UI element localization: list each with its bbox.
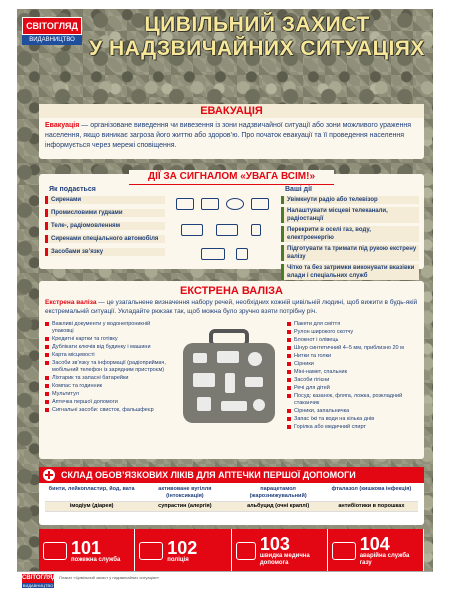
publisher-logo <box>22 17 82 45</box>
radio-icon <box>251 198 269 210</box>
signal-actions-list <box>281 196 419 283</box>
meds-cell: антибіотики в порошках <box>325 502 418 512</box>
footer-publisher: СВІТОГЛЯД <box>22 575 57 581</box>
list-item: Горілка або медичний спирт <box>287 424 419 431</box>
list-item: Перекрити в оселі газ, воду, електроенергію <box>281 226 419 242</box>
emergency-103 <box>232 529 328 573</box>
list-item: Мультитул <box>45 391 173 398</box>
emergency-number: 103 <box>259 534 290 554</box>
list-item: Посуд: казанок, фляга, ложка, розкладний стаканчик <box>287 393 419 407</box>
factory-horn-icon <box>226 198 244 210</box>
gas-service-icon <box>332 542 356 560</box>
suitcase-intro <box>39 299 424 316</box>
emergency-number: 102 <box>167 537 198 558</box>
evacuation-heading: ЕВАКУАЦІЯ <box>39 104 424 118</box>
poster <box>17 9 433 589</box>
suitcase-intro-body: — це узагальнене визначення набору речей, необхідних кожній цивільній людині, щоб вижити в будь-якій екстремальній ситуації. Укладайте рюкзак так, щоб можна було зручно взяти потрібну річ. <box>45 299 418 315</box>
suitcase-heading: ЕКСТРЕНА ВАЛІЗА <box>180 285 283 297</box>
meds-cell: імодіум (діарея) <box>45 502 138 512</box>
list-item: Теле-, радіомовленням <box>45 222 165 230</box>
list-item: Речі для дітей <box>287 385 419 392</box>
suitcase-term: Екстрена валіза <box>45 299 97 306</box>
emergency-label: швидка медична допомога <box>259 553 310 566</box>
list-item: Увімкнути радіо або телевізор <box>281 196 419 204</box>
emergency-number: 104 <box>359 534 390 554</box>
signal-panel <box>39 171 424 279</box>
list-item: Блокнот і олівець <box>287 337 419 344</box>
meds-cell: фталазол (кишкова інфекція) <box>325 485 418 502</box>
list-item: Засобами зв’язку <box>45 248 165 256</box>
first-aid-icon <box>43 469 55 481</box>
suitcase-icon <box>179 327 279 427</box>
ambulance-icon <box>236 542 256 560</box>
emergency-label: поліція <box>167 556 189 563</box>
car-icon <box>201 248 225 260</box>
list-item: Карта місцевості <box>45 352 173 359</box>
evacuation-term: Евакуація <box>45 122 80 129</box>
signal-heading: ДІЇ ЗА СИГНАЛОМ «УВАГА ВСІМ!» <box>129 170 334 185</box>
page-title <box>87 13 427 61</box>
evacuation-panel <box>39 104 424 159</box>
list-item: Підготувати та тримати під рукою екстрену валізу <box>281 245 419 261</box>
signal-given-list <box>45 196 165 261</box>
list-item: Засоби гігієни <box>287 377 419 384</box>
emergency-102 <box>135 529 231 573</box>
list-item: Аптечка першої допомоги <box>45 399 173 406</box>
publisher-name: СВІТОГЛЯД <box>22 17 82 35</box>
title-line-2: У НАДЗВИЧАЙНИХ СИТУАЦІЯХ <box>89 37 425 60</box>
publisher-sub: ВИДАВНИЦТВО <box>22 35 82 45</box>
emergency-numbers <box>39 529 424 573</box>
evacuation-body: — організоване виведення чи вивезення із зони надзвичайної ситуації або зони можливого ураження населення, якщо виникає загроза його життю або здоров’ю. Про початок евакуації та її проведення населення інформується через мережі сповіщення. <box>45 122 411 149</box>
emergency-label: пожежна служба <box>71 556 121 563</box>
footer <box>17 571 433 589</box>
list-item: Промисловими гудками <box>45 209 165 217</box>
special-vehicle-icon <box>216 224 238 236</box>
meds-cell: парацетамол (жарознижувальний) <box>232 485 325 502</box>
gas-tap-icon <box>236 248 248 260</box>
footer-publisher-sub: ВИДАВНИЦТВО <box>22 583 54 588</box>
loudspeaker-icon <box>201 198 219 210</box>
list-item: Шнур синтетичний 4–5 мм, приблизно 20 м <box>287 345 419 352</box>
evacuation-text <box>45 121 418 151</box>
list-item: Засоби зв’язку та інформації (радіоприймач, мобільний телефон із зарядним пристроєм) <box>45 360 173 374</box>
emergency-104 <box>328 529 424 573</box>
list-item: Важливі документи у водонепроникній упаковці <box>45 321 173 335</box>
tv-icon <box>181 224 203 236</box>
suitcase-right-list <box>287 321 419 432</box>
list-item: Сірники, запальничка <box>287 408 419 415</box>
meds-cell: активоване вугілля (інтоксикація) <box>138 485 231 502</box>
signal-actions-heading: Ваші дії <box>285 186 313 193</box>
signal-icons <box>171 196 275 266</box>
phone-icon <box>251 224 261 236</box>
footer-text: Плакат «Цивільний захист у надзвичайних ситуаціях» <box>59 575 160 580</box>
emergency-number: 101 <box>71 537 102 558</box>
suitcase-left-list <box>45 321 173 415</box>
meds-header <box>39 467 424 483</box>
list-item: Сиренами спеціального автомобіля <box>45 235 165 243</box>
list-item: Сигнальні засоби: свисток, фальшфеєр <box>45 407 173 414</box>
list-item: Запас їжі та води на кілька днів <box>287 416 419 423</box>
emergency-label: аварійна служба газу <box>359 553 410 566</box>
meds-panel <box>39 467 424 525</box>
list-item: Сиренами <box>45 196 165 204</box>
meds-heading: СКЛАД ОБОВ’ЯЗКОВИХ ЛІКІВ ДЛЯ АПТЕЧКИ ПЕРШОЇ ДОПОМОГИ <box>61 470 356 480</box>
title-line-1: ЦИВІЛЬНИЙ ЗАХИСТ <box>144 13 370 36</box>
list-item: Нитки та голки <box>287 353 419 360</box>
list-item: Ліхтарик та запасні батарейки <box>45 375 173 382</box>
list-item: Міні-намет, спальник <box>287 369 419 376</box>
fire-truck-icon <box>43 542 67 560</box>
list-item: Сірники <box>287 361 419 368</box>
list-item: Кредитні картки та готівку <box>45 336 173 343</box>
emergency-101 <box>39 529 135 573</box>
list-item: Пакети для сміття <box>287 321 419 328</box>
list-item: Налаштувати місцеві телеканали, радіостанції <box>281 207 419 223</box>
list-item: Рулон широкого скотчу <box>287 329 419 336</box>
meds-cell: бинти, лейкопластир, йод, вата <box>45 485 138 502</box>
meds-cell: супрастин (алергія) <box>138 502 231 512</box>
signal-given-heading: Як подається <box>49 186 96 193</box>
suitcase-panel <box>39 281 424 459</box>
footer-logo <box>22 574 57 588</box>
meds-table <box>45 485 418 512</box>
meds-cell: альбуцид (очні краплі) <box>232 502 325 512</box>
siren-icon <box>176 198 194 210</box>
list-item: Чітко та без затримки виконувати вказівки влади і спеціальних служб <box>281 264 419 280</box>
list-item: Дублікати ключів від будинку і машини <box>45 344 173 351</box>
police-car-icon <box>139 542 163 560</box>
list-item: Компас та годинник <box>45 383 173 390</box>
